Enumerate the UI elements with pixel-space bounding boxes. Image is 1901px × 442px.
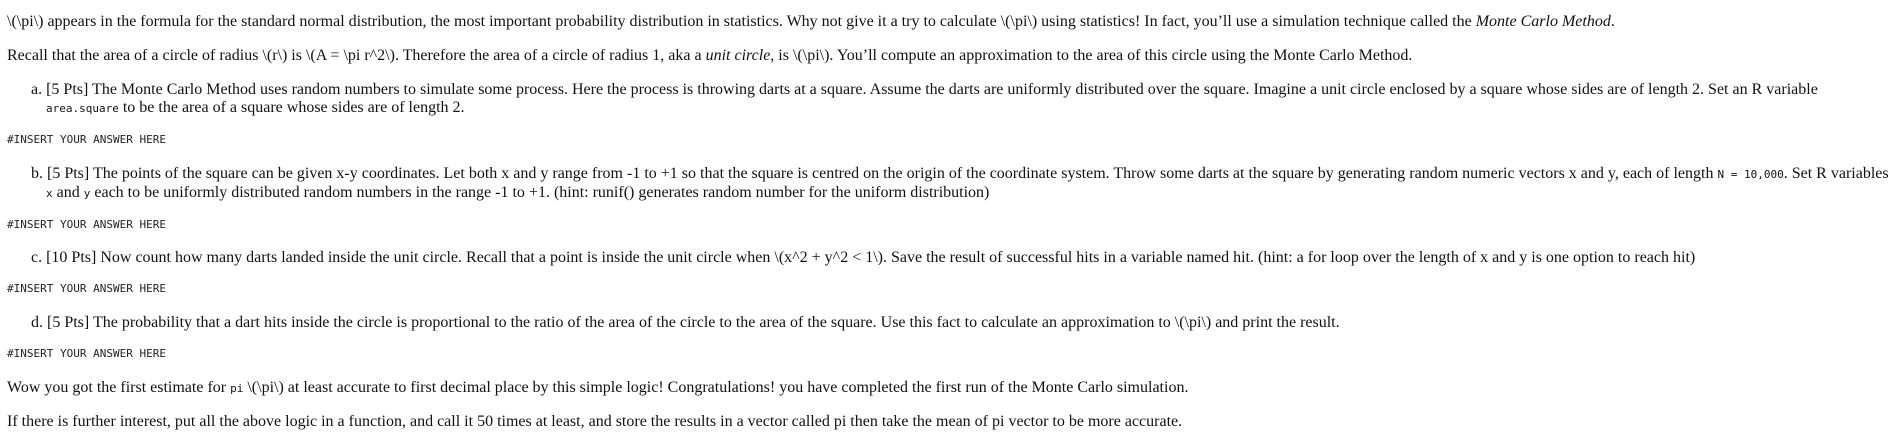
question-d-line-1: d. [5 Pts] The probability that a dart hits inside the circle is proportional to the ratio of the area of the circle to the area of the square. Use this fact to calculate an approximation to \(\pi\) and print the result.: [31, 314, 1340, 331]
intro-paragraph-pi: [7, 13, 1615, 31]
intro-paragraph-circle: [7, 47, 1412, 65]
question-b-line-2-text: each to be uniformly distributed random numbers in the range -1 to +1. (hint: runif() generates random number for the uniform distribution): [90, 184, 990, 201]
question-d: [31, 314, 1897, 332]
question-a-line-2-text: to be the area of a square whose sides are of length 2.: [118, 99, 465, 116]
question-a-line-1: a. [5 Pts] The Monte Carlo Method uses random numbers to simulate some process. Here the process is throwing darts at a square. Assume the darts are uniformly distributed over the square. Imagine a unit circle enclosed by a square whose sides are of length 2. Set an R variable: [31, 81, 1818, 98]
intro-text-1-end: .: [1610, 13, 1615, 30]
question-b-line-1: [31, 165, 1897, 184]
answer-placeholder-a: #INSERT YOUR ANSWER HERE: [7, 133, 166, 146]
answer-placeholder-b: #INSERT YOUR ANSWER HERE: [7, 218, 166, 231]
question-b-and: and: [52, 184, 84, 201]
question-c-line-1: c. [10 Pts] Now count how many darts landed inside the unit circle. Recall that a point is inside the unit circle when \(x^2 + y^2 < 1\). Save the result of successful hits in a variable named hit. (hint: a for loop over the length of x and y is one option to reach hit): [31, 249, 1696, 266]
question-b: [31, 165, 1897, 203]
n-value-code: N = 10,000: [1717, 168, 1784, 181]
question-c: [31, 249, 1897, 267]
question-b-line-2: [31, 184, 1897, 203]
x-variable-code: x: [46, 187, 53, 200]
area-square-code: area.square: [46, 102, 119, 115]
question-a-line-2: [31, 99, 1897, 118]
pi-code: pi: [230, 382, 244, 395]
answer-placeholder-d: #INSERT YOUR ANSWER HERE: [7, 347, 166, 360]
outro-text-3: Wow you got the first estimate for: [7, 379, 231, 396]
intro-text-2: Recall that the area of a circle of radius \(r\) is \(A = \pi r^2\). Therefore the area of a circle of radius 1, aka a: [7, 47, 706, 64]
outro-paragraph-further: If there is further interest, put all the above logic in a function, and call it 50 times at least, and store the results in a vector called pi then take the mean of pi vector to be more accurate.: [7, 413, 1183, 430]
intro-text-2-end: , is \(\pi\). You’ll compute an approximation to the area of this circle using the Monte Carlo Method.: [770, 47, 1413, 64]
outro-text-3-end: \(\pi\) at least accurate to first decimal place by this simple logic! Congratulations! you have completed the first run of the Monte Carlo simulation.: [243, 379, 1189, 396]
outro-paragraph-estimate: [7, 379, 1188, 398]
monte-carlo-emphasis: Monte Carlo Method: [1475, 13, 1611, 30]
unit-circle-emphasis: unit circle: [705, 47, 771, 64]
intro-text-1: \(\pi\) appears in the formula for the standard normal distribution, the most important probability distribution in statistics. Why not give it a try to calculate \(\pi\) using statistics! In fact, you’ll use a simulation technique called the: [7, 13, 1476, 30]
question-a: [31, 81, 1897, 118]
y-variable-code: y: [83, 187, 91, 200]
question-b-line-1-text: b. [5 Pts] The points of the square can be given x-y coordinates. Let both x and y range from -1 to +1 so that the square is centred on the origin of the coordinate system. Throw some darts at the square by generating random numeric vectors x and y, each of length: [31, 165, 1718, 182]
question-b-line-1-tail: . Set R variables: [1783, 165, 1889, 182]
answer-placeholder-c: #INSERT YOUR ANSWER HERE: [7, 282, 166, 295]
